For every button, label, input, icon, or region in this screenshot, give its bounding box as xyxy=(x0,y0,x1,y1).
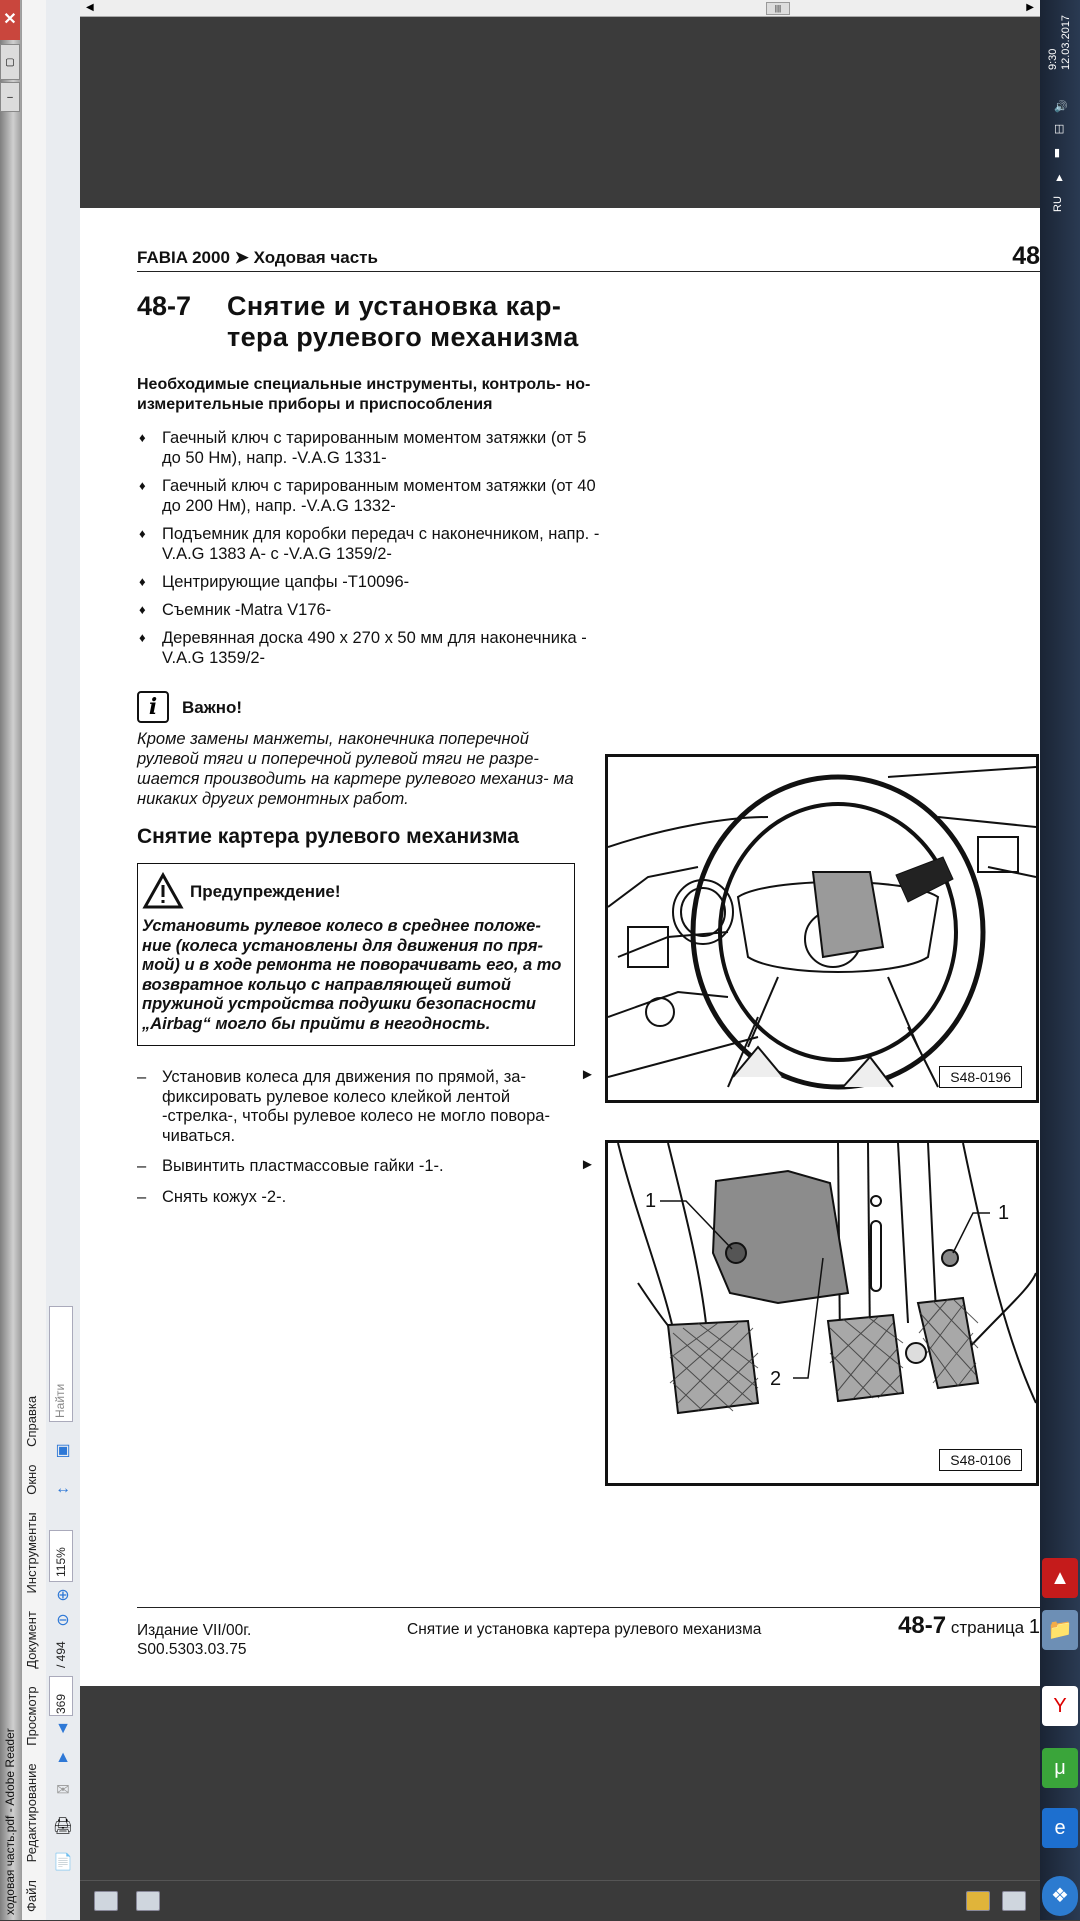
power-icon[interactable]: ▮ xyxy=(1054,147,1061,159)
figure-pedals xyxy=(605,1140,1039,1486)
figure-pointer-icon: ► xyxy=(580,1156,595,1173)
edition-code: S00.5303.03.75 xyxy=(137,1641,247,1658)
scroll-left-icon[interactable]: ◀ xyxy=(86,2,94,13)
figure-label: S48-0106 xyxy=(939,1449,1022,1471)
fit-width-icon[interactable]: ↔ xyxy=(55,1480,71,1497)
footer-page-word: страница xyxy=(950,1618,1025,1637)
utorrent-icon[interactable]: μ xyxy=(1042,1748,1078,1788)
menu-file[interactable]: Файл xyxy=(24,1880,39,1912)
attachments-icon[interactable] xyxy=(136,1891,160,1911)
warning-text: Установить рулевое колесо в среднее положе- ние (колеса установлены для движения по пря- мой) и в ходе ремонта не поворачивать его, а то возвратное кольцо с направляющей витой пружиной устройства подушки безопасности „Airbag“ могло бы прийти в негодность. xyxy=(142,917,562,1033)
previous-page-icon[interactable]: ▲ xyxy=(55,1749,71,1766)
section-title: Снятие и установка кар- тера рулевого механизма xyxy=(227,291,579,352)
info-title: Важно! xyxy=(182,698,243,717)
print-icon[interactable]: 🖨 xyxy=(52,1818,74,1835)
menu-help[interactable]: Справка xyxy=(24,1395,39,1447)
window-minimize-button[interactable]: – xyxy=(0,82,20,112)
menu-edit[interactable]: Редактирование xyxy=(24,1763,39,1863)
internet-explorer-icon[interactable]: e xyxy=(1042,1808,1078,1848)
page-header-chapter: 48 xyxy=(1012,242,1040,270)
info-text: Кроме замены манжеты, наконечника поперечной рулевой тяги и поперечной рулевой тяги не разре- шается производить на картере рулевого механиз- ма никаких других ремонтных работ. xyxy=(137,730,574,808)
zoom-value: 115% xyxy=(54,1547,68,1577)
list-item: ♦ Деревянная доска 490 x 270 x 50 мм для наконечника -V.A.G 1359/2- xyxy=(137,628,607,668)
header-rule xyxy=(137,271,1040,272)
window-title: ходовая часть.pdf - Adobe Reader xyxy=(3,1728,17,1915)
figure-label: S48-0196 xyxy=(939,1066,1022,1088)
window-restore-button[interactable]: ▢ xyxy=(0,44,20,80)
volume-icon[interactable]: 🔊 xyxy=(1054,101,1068,113)
adobe-reader-icon[interactable]: ▲ xyxy=(1042,1558,1078,1598)
menu-items xyxy=(24,1382,39,1912)
bottom-bar xyxy=(80,1880,1040,1921)
tools-heading: Необходимые специальные инструменты, контроль- но-измерительные приборы и приспособления xyxy=(137,376,591,413)
pages-panel-icon[interactable] xyxy=(94,1891,118,1911)
footer-title: Снятие и установка картера рулевого механизма xyxy=(407,1621,762,1638)
list-item: – Вывинтить пластмассовые гайки -1-. xyxy=(137,1157,577,1177)
footer-rule xyxy=(137,1607,1040,1608)
fit-page-icon[interactable]: ▣ xyxy=(55,1442,71,1459)
figure-pointer-icon: ► xyxy=(580,1066,595,1083)
steering-wheel-illustration xyxy=(608,757,1036,1100)
menu-window[interactable]: Окно xyxy=(24,1464,39,1495)
info-icon: i xyxy=(137,691,169,723)
start-button-icon[interactable]: ❖ xyxy=(1042,1876,1078,1916)
pdf-page xyxy=(80,208,1040,1686)
warning-box xyxy=(137,863,575,1046)
paperclip-icon[interactable] xyxy=(1002,1891,1026,1911)
window-titlebar xyxy=(0,0,22,1920)
find-placeholder: Найти xyxy=(53,1383,67,1418)
language-indicator[interactable]: RU xyxy=(1052,196,1064,212)
horizontal-scrollbar[interactable] xyxy=(80,0,1040,17)
list-item: – Снять кожух -2-. xyxy=(137,1188,577,1208)
network-icon[interactable]: ◫ xyxy=(1054,123,1065,135)
page-number-value: 369 xyxy=(54,1693,68,1714)
menu-document[interactable]: Документ xyxy=(24,1611,39,1669)
edition-text: Издание VII/00г. xyxy=(137,1622,252,1639)
zoom-in-icon[interactable]: ⊕ xyxy=(56,1587,70,1604)
next-page-icon[interactable]: ▼ xyxy=(55,1720,71,1737)
steps-list xyxy=(137,1068,577,1218)
email-icon[interactable]: ✉ xyxy=(56,1782,70,1799)
tray-expand-icon[interactable]: ▲ xyxy=(1054,172,1065,184)
figure-steering-wheel xyxy=(605,754,1039,1103)
list-item: ♦ Гаечный ключ с тарированным моментом затяжки (от 5 до 50 Нм), напр. -V.A.G 1331- xyxy=(137,428,607,468)
list-item: ♦ Центрирующие цапфы -T10096- xyxy=(137,572,607,592)
clock-time: 9:30 xyxy=(1047,48,1059,70)
scroll-right-icon[interactable]: ▶ xyxy=(1026,2,1034,13)
page-header-title: FABIA 2000 ➤ Ходовая часть xyxy=(137,248,378,267)
zoom-out-icon[interactable]: ⊖ xyxy=(56,1612,70,1629)
warning-title: Предупреждение! xyxy=(190,882,341,901)
open-icon[interactable]: 📄 xyxy=(53,1854,73,1871)
footer-page-number: 48-7 xyxy=(898,1612,947,1639)
menu-tools[interactable]: Инструменты xyxy=(24,1512,39,1594)
menu-view[interactable]: Просмотр xyxy=(24,1686,39,1746)
window-close-button[interactable]: ✕ xyxy=(0,0,20,40)
clock-date: 12.03.2017 xyxy=(1060,14,1072,70)
subsection-title: Снятие картера рулевого механизма xyxy=(137,825,519,848)
pedals-illustration xyxy=(608,1143,1036,1483)
list-item: ♦ Гаечный ключ с тарированным моментом затяжки (от 40 до 200 Нм), напр. -V.A.G 1332- xyxy=(137,476,607,516)
footer-edition xyxy=(137,1621,251,1659)
callout-1-left: 1 xyxy=(645,1190,657,1212)
footer-page xyxy=(898,1612,1040,1640)
list-item: ♦ Подъемник для коробки передач с наконечником, напр. -V.A.G 1383 A- с -V.A.G 1359/2- xyxy=(137,524,607,564)
yandex-browser-icon[interactable]: Y xyxy=(1042,1686,1078,1726)
list-item: ♦ Съемник -Matra V176- xyxy=(137,600,607,620)
file-explorer-icon[interactable]: 📁 xyxy=(1042,1610,1078,1650)
footer-page-index: 1 xyxy=(1028,1616,1040,1638)
toolbar xyxy=(46,0,81,1920)
tools-list xyxy=(137,428,607,676)
clock[interactable] xyxy=(1047,15,1073,70)
page-total: / 494 xyxy=(54,1641,68,1668)
scrollbar-thumb[interactable]: ||| xyxy=(766,2,790,15)
list-item: – Установив колеса для движения по прямой, за- фиксировать рулевое колесо клейкой лентой -стрелка-, чтобы рулевое колесо не могло повора- чиваться. xyxy=(137,1068,577,1146)
callout-2: 2 xyxy=(770,1368,782,1390)
lock-icon[interactable] xyxy=(966,1891,990,1911)
callout-1-right: 1 xyxy=(998,1202,1010,1224)
section-number: 48-7 xyxy=(137,291,192,321)
warning-icon xyxy=(142,872,184,910)
